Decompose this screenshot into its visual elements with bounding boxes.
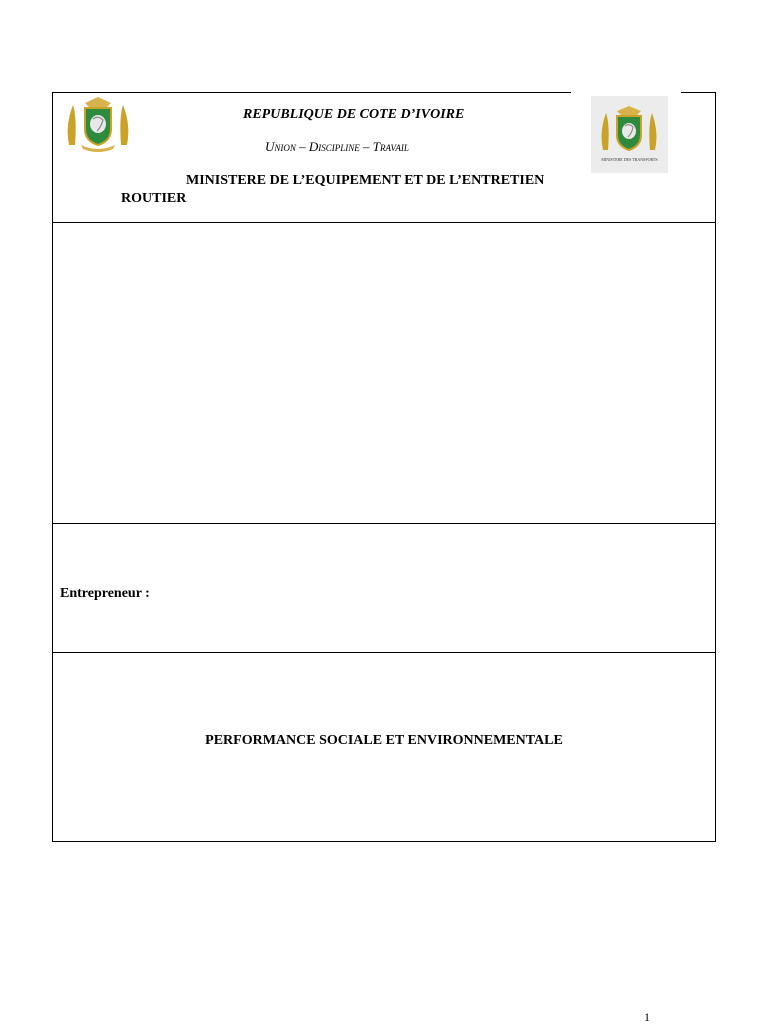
blank-section [53,223,715,524]
ministry-logo [591,96,668,173]
document-title: PERFORMANCE SOCIALE ET ENVIRONNEMENTALE [205,733,563,748]
cover-frame [52,92,716,842]
republic-title: REPUBLIQUE DE COTE D’IVOIRE [243,107,465,122]
title-section [53,653,715,841]
ministry-name: MINISTERE DE L’EQUIPEMENT ET DE L’ENTRETIEN ROUTIER [121,173,545,206]
header-section [53,93,715,223]
entrepreneur-section [53,524,715,653]
coat-of-arms-icon [597,104,661,156]
coat-of-arms-icon [63,95,133,153]
page-number: 1 [644,1010,650,1024]
frame-gap [571,91,681,95]
ministry-logo-caption: MINISTERE DES TRANSPORTS [601,157,658,162]
entrepreneur-label: Entrepreneur : [60,586,150,601]
national-motto: Union – Discipline – Travail [265,139,409,154]
